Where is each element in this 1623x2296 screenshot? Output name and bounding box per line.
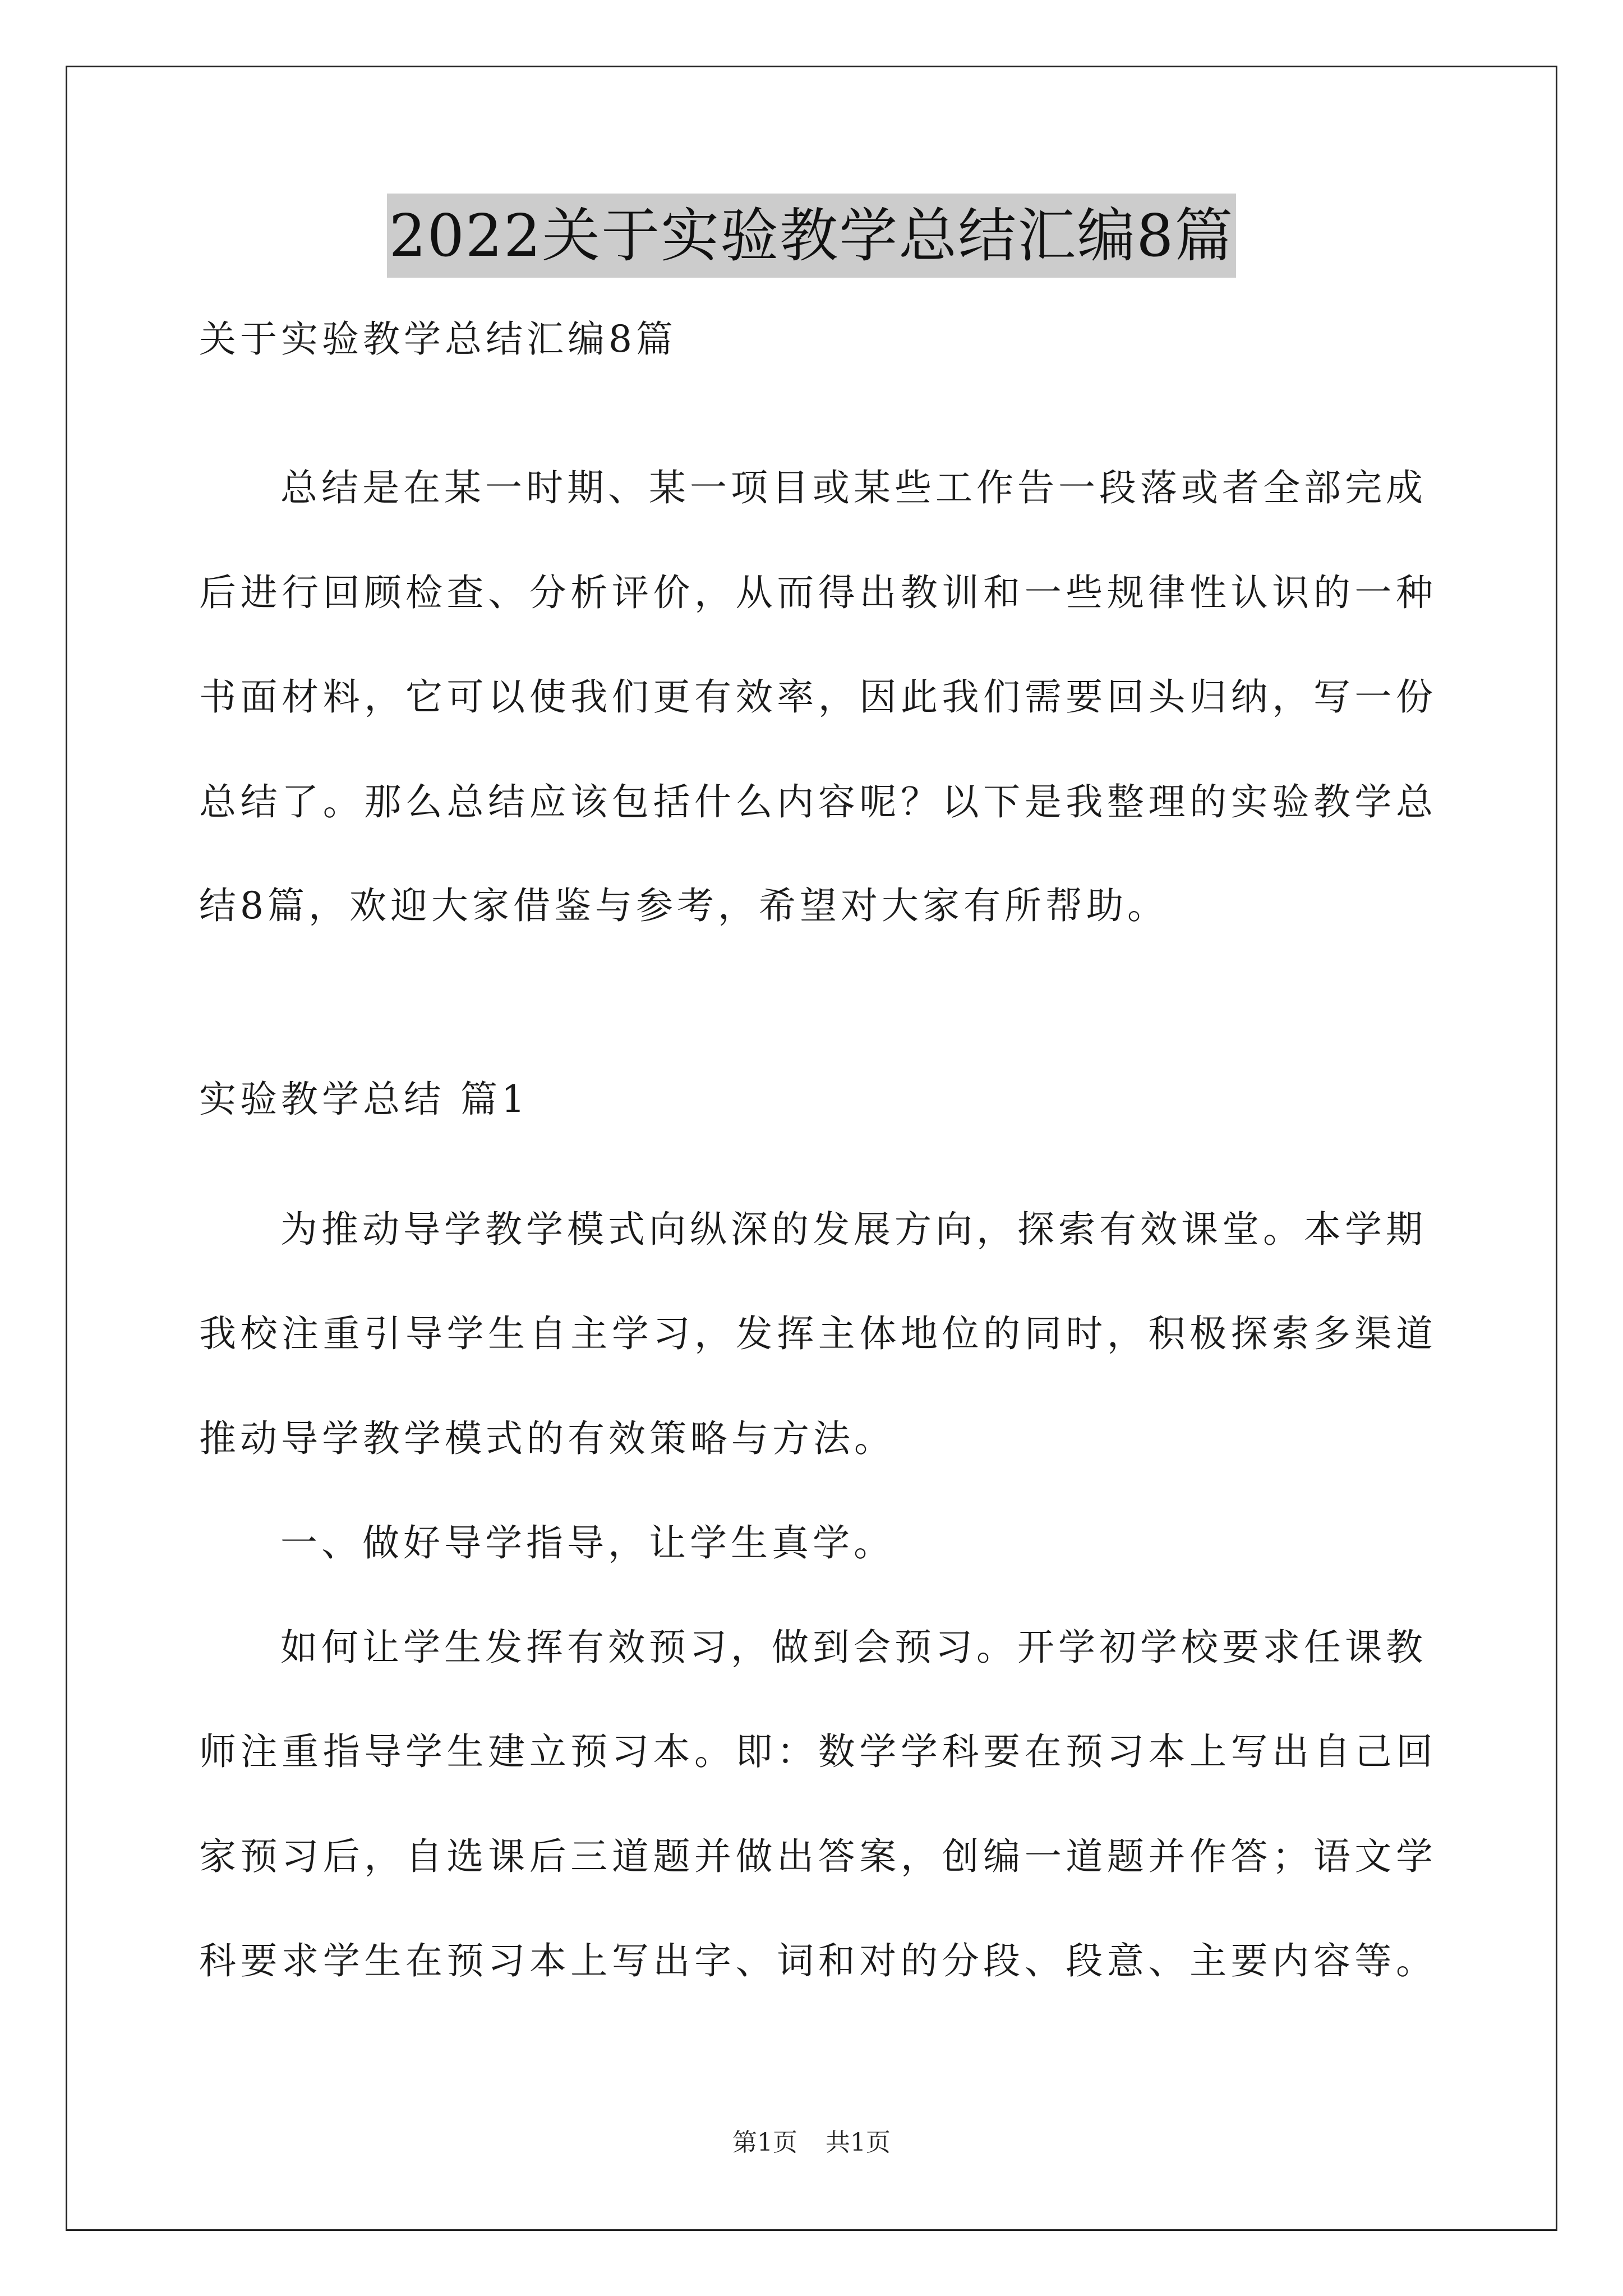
intro-line: 结8篇，欢迎大家借鉴与参考，希望对大家有所帮助。 — [199, 884, 1168, 927]
intro-line: 总结是在某一时期、某一项目或某些工作告一段落或者全部完成 — [280, 466, 1427, 509]
intro-line: 后进行回顾检查、分析评价，从而得出教训和一些规律性认识的一种 — [199, 571, 1433, 614]
section-line: 家预习后，自选课后三道题并做出答案，创编一道题并作答；语文学 — [199, 1835, 1433, 1878]
section-line: 师注重指导学生建立预习本。即：数学学科要在预习本上写出自己回 — [199, 1730, 1433, 1773]
page-number-current: 第1页 — [732, 2128, 797, 2157]
section-line: 如何让学生发挥有效预习，做到会预习。开学初学校要求任课教 — [280, 1626, 1427, 1669]
page-footer — [0, 2126, 1623, 2160]
page-border — [66, 66, 1557, 2231]
document-subtitle: 关于实验教学总结汇编8篇 — [199, 318, 677, 361]
section-line: 推动导学教学模式的有效策略与方法。 — [199, 1417, 895, 1460]
section-line: 为推动导学教学模式向纵深的发展方向，探索有效课堂。本学期 — [280, 1208, 1427, 1251]
intro-line: 书面材料，它可以使我们更有效率，因此我们需要回头归纳，写一份 — [199, 675, 1433, 719]
title-container — [0, 194, 1623, 278]
page-number-total: 共1页 — [826, 2128, 891, 2157]
section-line: 一、做好导学指导，让学生真学。 — [280, 1521, 895, 1565]
document-title: 2022关于实验教学总结汇编8篇 — [387, 194, 1237, 278]
section-heading: 实验教学总结 篇1 — [199, 1078, 529, 1121]
section-line: 我校注重引导学生自主学习，发挥主体地位的同时，积极探索多渠道 — [199, 1312, 1433, 1355]
section-line: 科要求学生在预习本上写出字、词和对的分段、段意、主要内容等。 — [199, 1939, 1433, 1982]
intro-line: 总结了。那么总结应该包括什么内容呢？以下是我整理的实验教学总 — [199, 780, 1433, 823]
